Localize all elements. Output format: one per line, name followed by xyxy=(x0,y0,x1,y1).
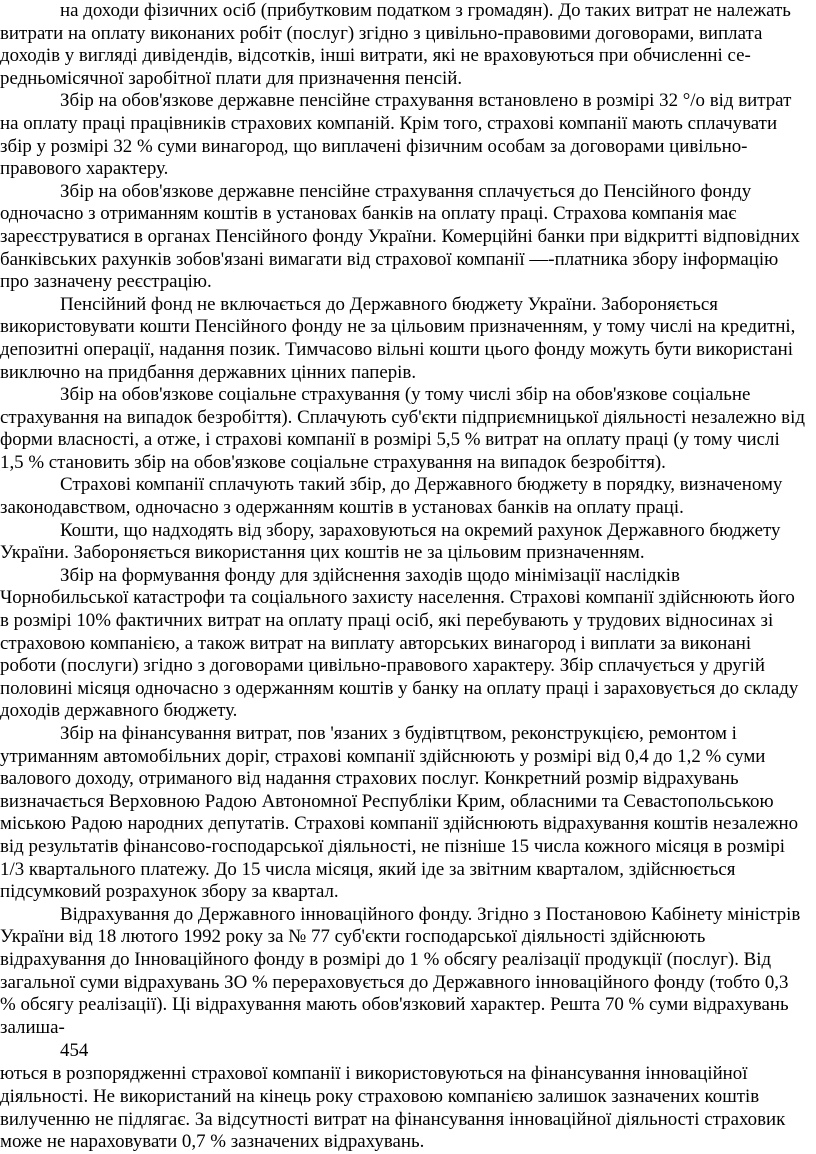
paragraph-social-insurance-payment: Страхові компанії сплачують такий збір, до Державного бюджету в порядку, визначеному законодавством, одночасно з одержанням коштів в установах банків на оплату праці. xyxy=(0,474,783,519)
paragraph-pension-rate: Збір на обов'язкове державне пенсійне страхування встановлено в розмірі 32 °/о від витрат на оплату праці працівників страхових компаній. Крім того, страхові компанії мають сплачувати збір у розмірі 32 % суми винагород, що виплачені фізичним особам за договорами цивільно-правового характеру. xyxy=(0,90,792,180)
paragraph-road-fund: Збір на фінансування витрат, пов 'язаних з будівтцтвом, реконструкцією, ремонтом і утриманням автомобільних доріг, страхові компанії здійснюють у розмірі від 0,4 до 1,2 % суми валового доходу, отриманого від надання страхових послуг. Конкретний розмір відрахувань визначається Верховною Радою Автономної Республіки Крим, обласними та Севастопольською міською Радою народних депутатів. Страхові компанії здійснюють відрахування коштів незалежно від результатів фінансово-господарської діяльності, не пізніше 15 числа кожного місяця в розмірі 1/3 квартального платежу. До 15 числа місяця, який іде за звітним кварталом, здійснюється підсумковий розрахунок збору за квартал. xyxy=(0,723,799,903)
paragraph-chornobyl-fund: Збір на формування фонду для здійснення заходів щодо мінімізації наслідків Чорнобильської катастрофи та соціального захисту населення. Страхові компанії здійснюють його в розмірі 10% фактичних витрат на оплату праці осіб, які перебувають у трудових відносинах зі страховою компанією, а також витрат на виплату авторських винагород і виплати за виконані роботи (послуги) згідно з договорами цивільно-правового характеру. Збір сплачується у другій половині місяця одночасно з одержанням коштів у банку на оплату праці і зараховується до складу доходів державного бюджету. xyxy=(0,564,799,722)
paragraph-income-tax: на доходи фізичних осіб (прибутковим податком з громадян). До таких витрат не належать витрати на оплату виконаних робіт (послуг) згідно з цивільно-правовими договорами, виплата доходів у вигляді дивідендів, відсотків, інші витрати, які не враховуються при обчисленні се-редньомісячної заробітної плати для призначення пенсій. xyxy=(0,0,791,89)
paragraph-social-insurance: Збір на обов'язкове соціальне страхування (у тому числі збір на обов'язкове соціальне страхування на випадок безробіття). Сплачують суб'єкти підприємницької діяльності незалежно від форми власності, а отже, і страхові компанії в розмірі 5,5 % витрат на оплату праці (у тому числі 1,5 % становить збір на обов'язкове соціальне страхування на випадок безробіття). xyxy=(0,384,805,473)
paragraph-pension-fund-budget: Пенсійний фонд не включається до Державного бюджету України. Забороняється використовувати кошти Пенсійного фонду не за цільовим призначенням, у тому числі на кредитні, депозитні операції, надання позик. Тимчасово вільні кошти цього фонду можуть бути використані виключно на придбання державних цінних паперів. xyxy=(0,293,796,383)
paragraph-separate-account: Кошти, що надходять від збору, зараховуються на окремий рахунок Державного бюджету України. Забороняється використання цих коштів не за цільовим призначенням. xyxy=(0,519,781,564)
paragraph-pension-fund-payment: Збір на обов'язкове державне пенсійне страхування сплачується до Пенсійного фонду одночасно з отриманням коштів в установах банків на оплату праці. Страхова компанія має зареєструватися в органах Пенсійного фонду України. Комерційні банки при відкритті відповідних банківських рахунків зобов'язані вимагати від страхової компанії —-платника збору інформацію про зазначену реєстрацію. xyxy=(0,180,800,293)
paragraph-innovation-fund: Відрахування до Державного інноваційного фонду. Згідно з Постановою Кабінету міністрів України від 18 лютого 1992 року за № 77 суб'єкти господарської діяльності здійснюють відрахування до Інноваційного фонду в розмірі до 1 % обсягу реалізації продукції (послуг). Від загальної суми відрахувань ЗО % перераховується до Державного інноваційного фонду (тобто 0,3 % обсягу реалізації). Ці відрахування мають обов'язковий характер. Решта 70 % суми відрахувань залиша- xyxy=(0,903,801,1038)
paragraph-continuation: ються в розпорядженні страхової компанії і використовуються на фінансування інноваційної діяльності. Не використаний на кінець року страховою компанією залишок зазначених коштів вилученню не підлягає. За відсутності витрат на фінансування інноваційної діяльності страховик може не нараховувати 0,7 % зазначених відрахувань. xyxy=(0,1063,786,1153)
page-number: 454 xyxy=(60,1040,89,1062)
